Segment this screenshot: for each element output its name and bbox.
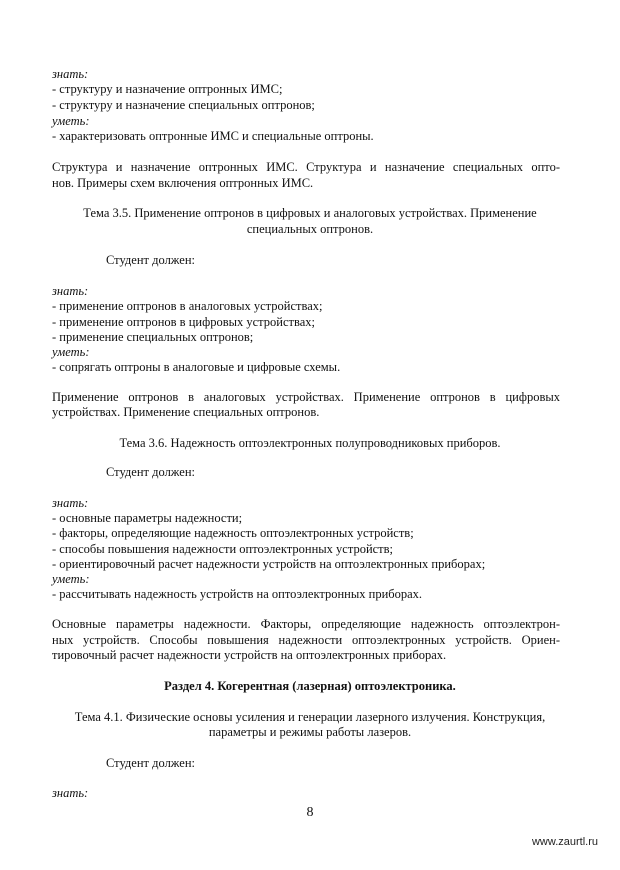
topic-heading: параметры и режимы работы лазеров. [208, 725, 412, 739]
paragraph-line: тировочный расчет надежности устройств на оптоэлектронных приборах. [52, 648, 447, 662]
list-item: - применение оптронов в цифровых устройствах; [52, 315, 315, 329]
list-item: - ориентировочный расчет надежности устройств на оптоэлектронных приборах; [52, 557, 486, 571]
list-item: - факторы, определяющие надежность оптоэлектронных устройств; [52, 526, 414, 540]
paragraph-line: устройствах. Применение специальных оптронов. [52, 405, 320, 419]
list-item: - сопрягать оптроны в аналоговые и цифровые схемы. [52, 360, 341, 374]
topic-heading: Тема 3.6. Надежность оптоэлектронных полупроводниковых приборов. [119, 436, 501, 450]
know-label: знать: [52, 786, 89, 800]
list-item: - структуру и назначение оптронных ИМС; [52, 82, 283, 96]
list-item: - способы повышения надежности оптоэлектронных устройств; [52, 542, 394, 556]
topic-heading: Тема 3.5. Применение оптронов в цифровых и аналоговых устройствах. Применение [83, 206, 537, 220]
list-item: - рассчитывать надежность устройств на оптоэлектронных приборах. [52, 587, 423, 601]
list-item: - основные параметры надежности; [52, 511, 243, 525]
paragraph-line: Применение оптронов в аналоговых устройствах. Применение оптронов в цифровых [52, 390, 560, 404]
paragraph-line: нов. Примеры схем включения оптронных ИМС. [52, 176, 314, 190]
list-item: - применение специальных оптронов; [52, 330, 254, 344]
student-label: Студент должен: [106, 253, 195, 267]
can-label: уметь: [52, 114, 90, 128]
topic-heading: Тема 4.1. Физические основы усиления и генерации лазерного излучения. Конструкция, [74, 710, 546, 724]
site-watermark: www.zaurtl.ru [531, 836, 598, 848]
student-label: Студент должен: [106, 756, 195, 770]
page-number: 8 [306, 805, 314, 820]
paragraph-line: Структура и назначение оптронных ИМС. Структура и назначение специальных опто- [52, 160, 560, 174]
section-heading: Раздел 4. Когерентная (лазерная) оптоэлектроника. [164, 679, 456, 693]
list-item: - применение оптронов в аналоговых устройствах; [52, 299, 323, 313]
topic-heading: специальных оптронов. [246, 222, 374, 236]
paragraph-line: ных устройств. Способы повышения надежности оптоэлектронных устройств. Ориен- [52, 633, 560, 647]
list-item: - структуру и назначение специальных оптронов; [52, 98, 315, 112]
can-label: уметь: [52, 345, 90, 359]
know-label: знать: [52, 284, 89, 298]
student-label: Студент должен: [106, 465, 195, 479]
can-label: уметь: [52, 572, 90, 586]
know-label: знать: [52, 67, 89, 81]
know-label: знать: [52, 496, 89, 510]
paragraph-line: Основные параметры надежности. Факторы, определяющие надежность оптоэлектрон- [52, 617, 560, 631]
list-item: - характеризовать оптронные ИМС и специальные оптроны. [52, 129, 374, 143]
